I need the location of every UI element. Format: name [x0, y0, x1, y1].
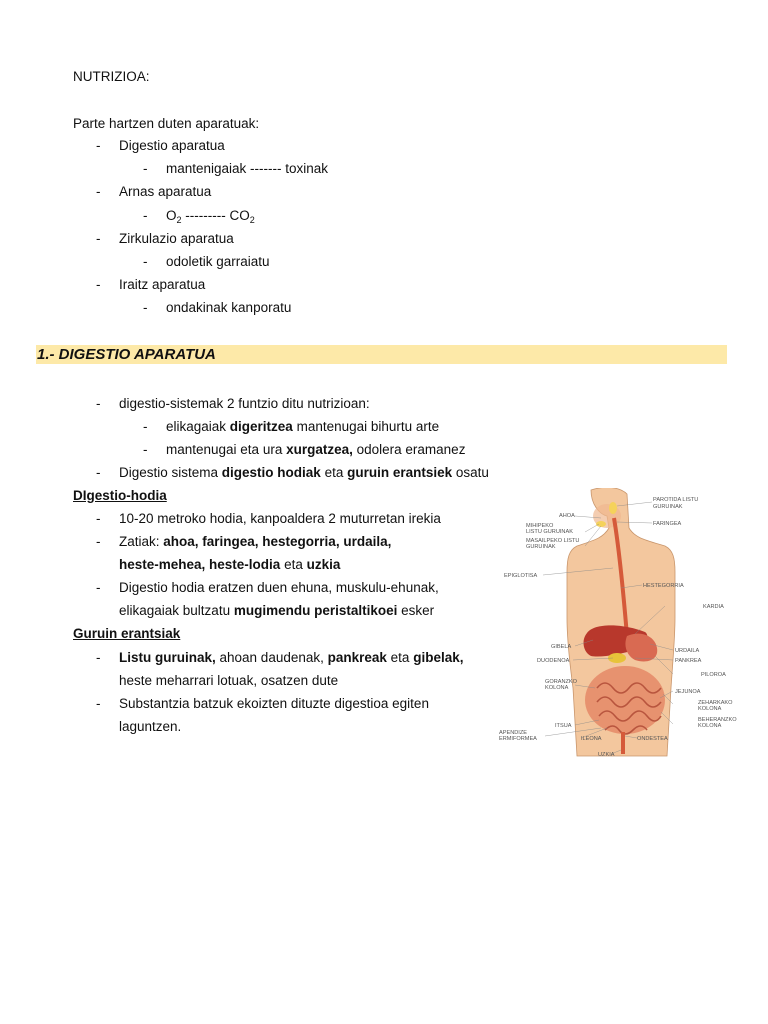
bullet-dash: - [143, 161, 148, 176]
text-line: Zatiak: ahoa, faringea, hestegorria, urdaila, [119, 534, 392, 549]
section-heading-band [36, 345, 727, 364]
text-line: Substantzia batzuk ekoizten dituzte digestioa egiten [119, 696, 429, 711]
diagram-label: PAROTIDA LISTU [653, 497, 699, 503]
diagram-label: APENDIZE [499, 730, 527, 736]
list-item: Arnas aparatua [119, 184, 212, 199]
diagram-label: ONDESTEA [637, 736, 668, 742]
list-subitem: odoletik garraiatu [166, 254, 270, 269]
bullet-dash: - [96, 580, 101, 595]
bullet-dash: - [96, 277, 101, 292]
bullet-dash: - [143, 208, 148, 223]
text-line: elikagaiak bultzatu mugimendu peristaltikoei esker [119, 603, 435, 618]
bullet-dash: - [96, 231, 101, 246]
diagram-label: MASAILPEKO LISTU [526, 538, 580, 544]
list-item: Digestio aparatua [119, 138, 225, 153]
list-item: Zirkulazio aparatua [119, 231, 234, 246]
bullet-dash: - [96, 396, 101, 411]
digestive-system-diagram [495, 488, 741, 760]
diagram-label: DUODENOA [537, 658, 570, 664]
diagram-label: KARDIA [703, 604, 724, 610]
list-subitem-gas: $O_2$ --------- $CO_2$ [166, 208, 255, 225]
bullet-dash: - [96, 650, 101, 665]
diagram-label: HESTEGORRIA [643, 583, 684, 589]
diagram-label: ILEONA [581, 736, 602, 742]
text-line: laguntzen. [119, 719, 182, 734]
diagram-label: UZKIA [598, 752, 615, 758]
text-line: heste-mehea, heste-lodia eta uzkia [119, 557, 341, 572]
text-line: mantenugai eta ura xurgatzea, odolera eramanez [166, 442, 466, 457]
diagram-label: GORANZKO [545, 679, 578, 685]
diagram-label: KOLONA [545, 685, 569, 691]
list-item: Iraitz aparatua [119, 277, 206, 292]
diagram-label: PANKREA [675, 658, 702, 664]
diagram-label: URDAILA [675, 648, 700, 654]
title: NUTRIZIOA: [73, 69, 150, 84]
intestines-shape [585, 666, 665, 734]
bullet-dash: - [96, 511, 101, 526]
diagram-label: AHOA [559, 513, 575, 519]
diagram-label: MIHIPEKO [526, 523, 554, 529]
bullet-dash: - [96, 534, 101, 549]
diagram-label: LISTU GURUINAK [526, 529, 573, 535]
diagram-label: JEJUNOA [675, 689, 701, 695]
text-line: elikagaiak digeritzea mantenugai bihurtu arte [166, 419, 440, 434]
diagram-label: ITSUA [555, 723, 572, 729]
subheading-guruin-erantsiak: Guruin erantsiak [73, 626, 181, 641]
bullet-dash: - [143, 300, 148, 315]
bullet-dash: - [96, 465, 101, 480]
text-line: digestio-sistemak 2 funtzio ditu nutrizioan: [119, 396, 370, 411]
text-line: heste meharrari lotuak, osatzen dute [119, 673, 339, 688]
text-line: Listu guruinak, ahoan daudenak, pankreak eta gibelak, [119, 650, 464, 665]
diagram-label: GIBELA [551, 644, 572, 650]
diagram-label: KOLONA [698, 723, 722, 729]
text-line: Digestio sistema digestio hodiak eta guruin erantsiek osatu [119, 465, 489, 480]
diagram-label: EPIGLOTISA [504, 573, 538, 579]
bullet-dash: - [96, 696, 101, 711]
list-subitem: mantenigaiak ------- toxinak [166, 161, 329, 176]
text-line: 10-20 metroko hodia, kanpoaldera 2 muturretan irekia [119, 511, 441, 526]
bullet-dash: - [143, 442, 148, 457]
diagram-label: BEHERANZKO [698, 717, 737, 723]
diagram-label: ZEHARKAKO [698, 700, 733, 706]
list-subitem: ondakinak kanporatu [166, 300, 292, 315]
diagram-label: KOLONA [698, 706, 722, 712]
section-heading: 1.- DIGESTIO APARATUA [37, 346, 216, 363]
salivary-gland-shape [609, 502, 617, 514]
diagram-label: GURUINAK [653, 504, 683, 510]
text-line: Digestio hodia eratzen duen ehuna, muskulu-ehunak, [119, 580, 439, 595]
diagram-label: GURUINAK [526, 544, 556, 550]
diagram-label: ERMIFORMEA [499, 736, 537, 742]
diagram-label: PILOROA [701, 672, 726, 678]
bullet-dash: - [96, 138, 101, 153]
subtitle: Parte hartzen duten aparatuak: [73, 116, 260, 131]
subheading-digestio-hodia: DIgestio-hodia [73, 488, 167, 503]
diagram-label: FARINGEA [653, 521, 682, 527]
bullet-dash: - [143, 419, 148, 434]
bullet-dash: - [143, 254, 148, 269]
bullet-dash: - [96, 184, 101, 199]
